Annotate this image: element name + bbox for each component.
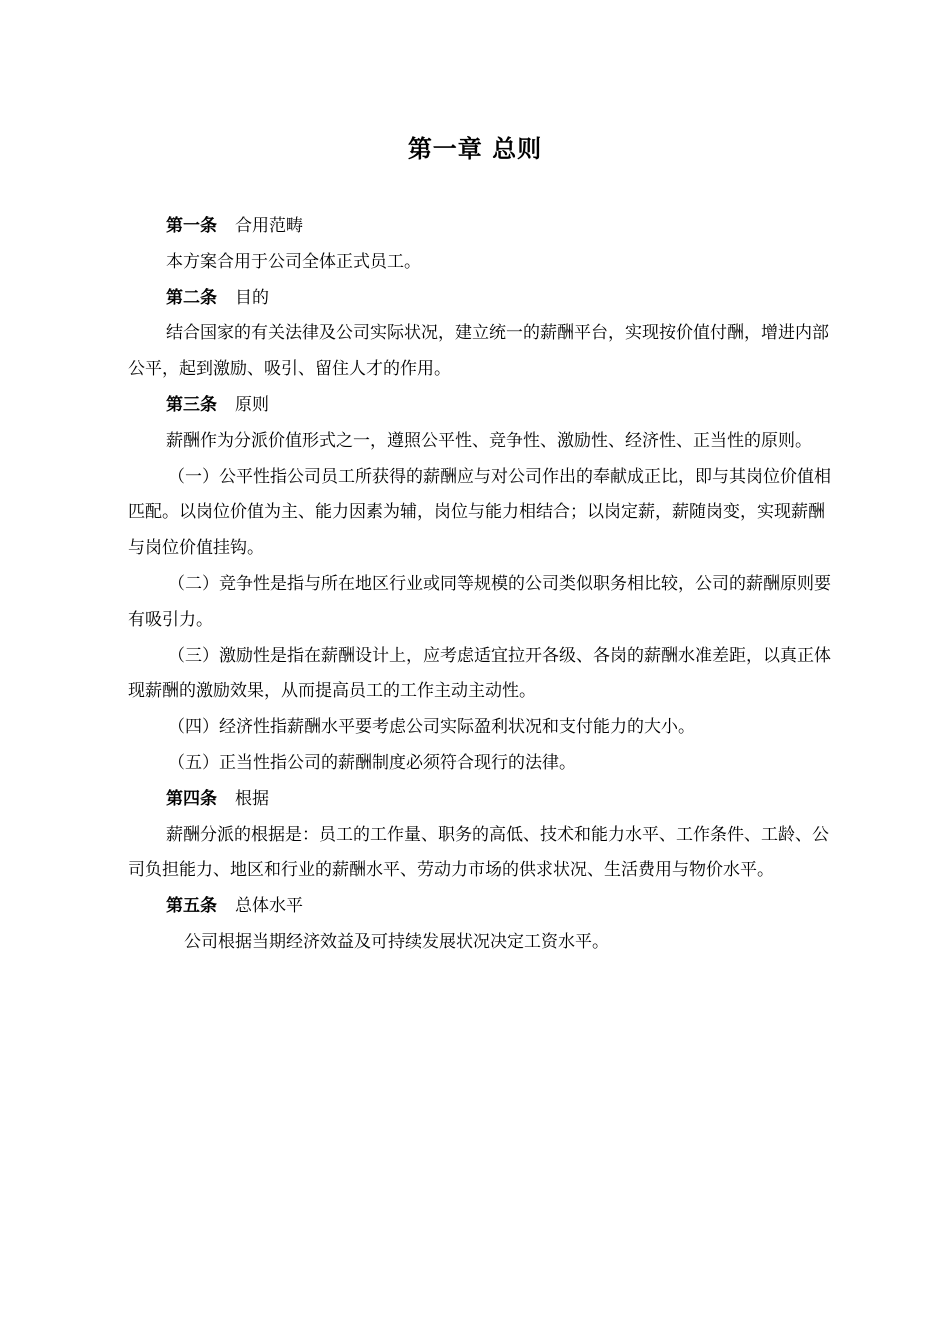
principle-economy: （四）经济性指薪酬水平要考虑公司实际盈利状况和支付能力的大小。 bbox=[168, 717, 695, 738]
article-title: 根据 bbox=[235, 788, 269, 809]
article-title: 总体水平 bbox=[235, 896, 303, 917]
chapter-title: 第一章 总则 bbox=[407, 135, 543, 163]
article-title: 目的 bbox=[235, 287, 269, 308]
article-number: 第五条 bbox=[166, 896, 217, 917]
article-5-paragraph: 公司根据当期经济效益及可持续发展状况决定工资水平。 bbox=[184, 931, 609, 952]
article-4-paragraph: 薪酬分派的根据是：员工的工作量、职务的高低、技术和能力水平、工作条件、工龄、公司负担能力、地区和行业的薪酬水平、劳动力市场的供求状况、生活费用与物价水平。 bbox=[128, 824, 829, 881]
article-number: 第三条 bbox=[166, 394, 217, 415]
principle-legality: （五）正当性指公司的薪酬制度必须符合现行的法律。 bbox=[168, 752, 576, 773]
document-body bbox=[128, 209, 838, 961]
article-number: 第二条 bbox=[166, 287, 217, 308]
principle-incentive: （三）激励性是指在薪酬设计上，应考虑适宜拉开各级、各岗的薪酬水准差距，以真正体现薪酬的激励效果，从而提高员工的工作主动主动性。 bbox=[128, 645, 831, 702]
article-title: 合用范畴 bbox=[235, 216, 303, 236]
article-2-paragraph: 结合国家的有关法律及公司实际状况，建立统一的薪酬平台，实现按价值付酬，增进内部公平，起到激励、吸引、留住人才的作用。 bbox=[128, 323, 829, 380]
article-1-heading bbox=[128, 209, 838, 245]
principle-competitiveness: （二）竞争性是指与所在地区行业或同等规模的公司类似职务相比较，公司的薪酬原则要有吸引力。 bbox=[128, 573, 831, 630]
article-5-heading bbox=[128, 889, 838, 925]
article-2-heading bbox=[128, 281, 838, 317]
article-4-heading bbox=[128, 782, 838, 818]
article-number: 第一条 bbox=[166, 216, 217, 236]
article-title: 原则 bbox=[235, 394, 269, 415]
article-3-heading bbox=[128, 388, 838, 424]
article-3-paragraph: 薪酬作为分派价值形式之一，遵照公平性、竞争性、激励性、经济性、正当性的原则。 bbox=[166, 430, 812, 451]
article-1-paragraph: 本方案合用于公司全体正式员工。 bbox=[166, 251, 421, 272]
principle-fairness: （一）公平性指公司员工所获得的薪酬应与对公司作出的奉献成正比，即与其岗位价值相匹配。以岗位价值为主、能力因素为辅，岗位与能力相结合；以岗定薪，薪随岗变，实现薪酬与岗位价值挂钩。 bbox=[128, 466, 831, 559]
article-number: 第四条 bbox=[166, 788, 217, 809]
